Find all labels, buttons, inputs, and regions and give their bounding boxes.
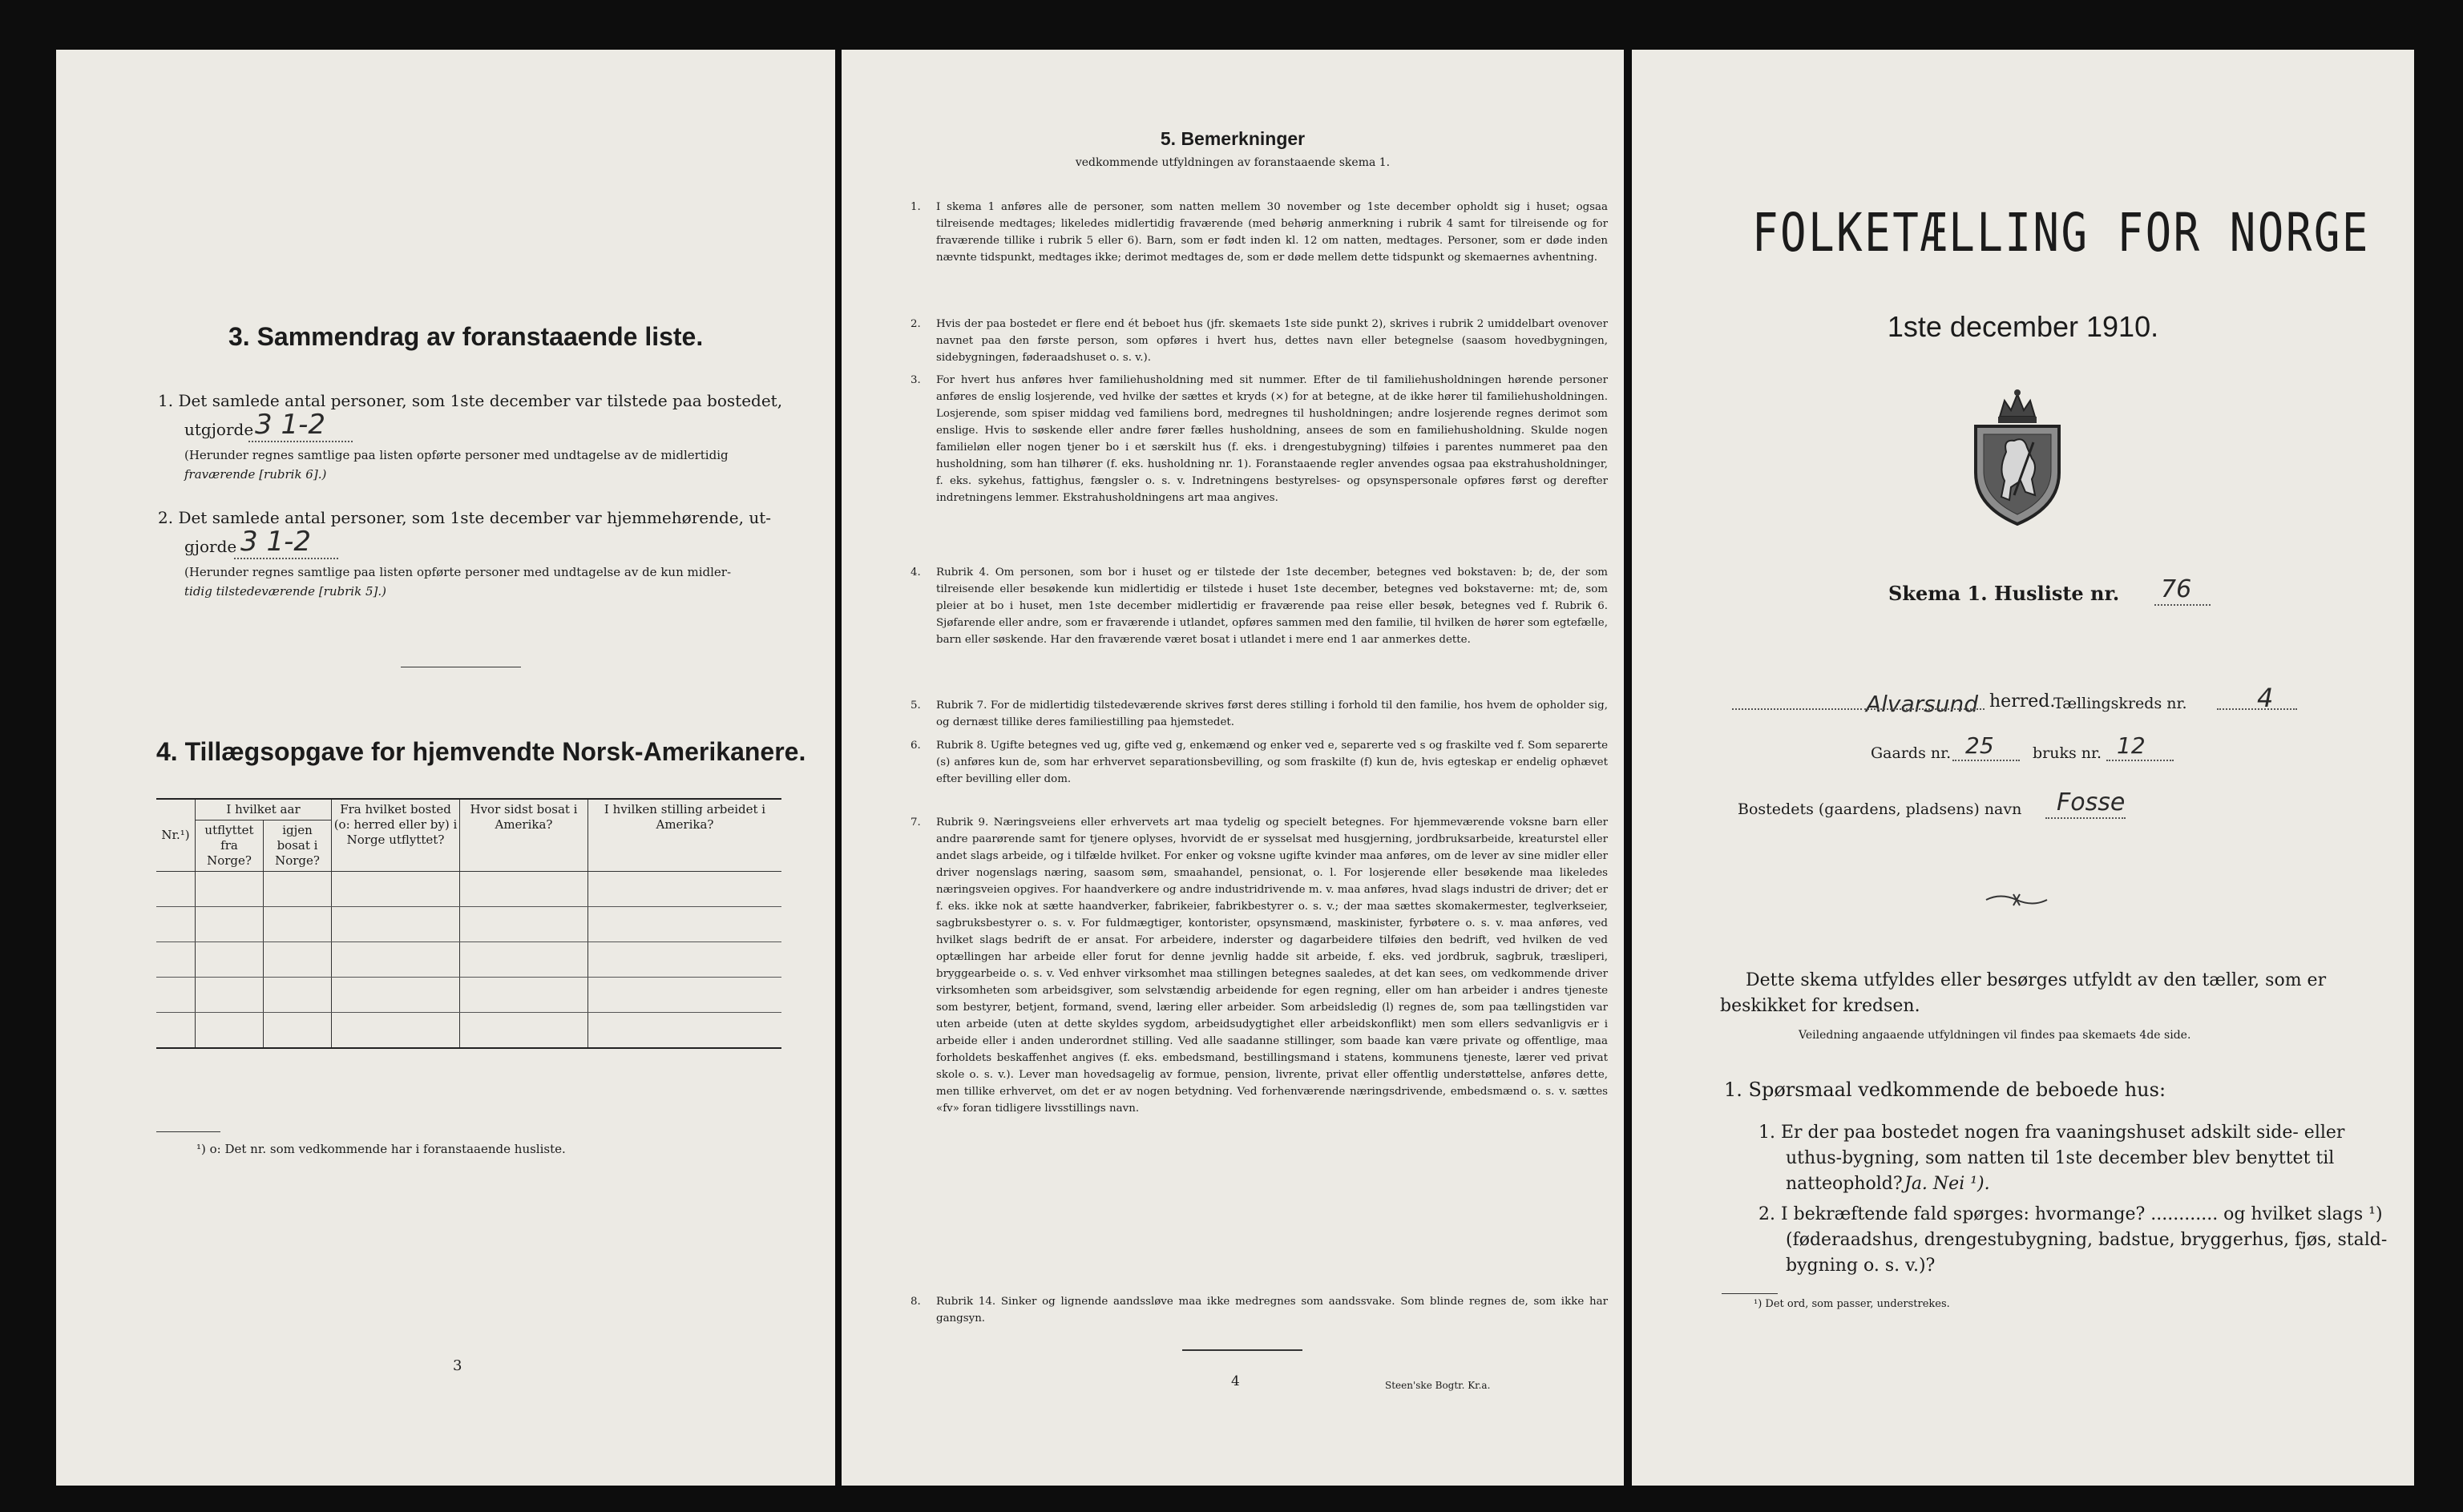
bruks-value: 12 bbox=[2117, 732, 2146, 759]
item-2-note-b: tidig tilstedeværende [rubrik 5].) bbox=[184, 584, 386, 599]
skema-label: Skema 1. Husliste nr. bbox=[1888, 582, 2120, 605]
herred-label: herred. bbox=[1989, 691, 2056, 712]
census-date: 1ste december 1910. bbox=[1887, 310, 2159, 343]
footnote-rule bbox=[156, 1131, 220, 1132]
remark-1: 1. I skema 1 anføres alle de personer, som natten mellem 30 november og 1ste december opholdt sig i huset; ogsaa tilreisende medtages; likeledes midlertidig fraværende (med behørig anmerkning i rubrik 4 samt for tilreisende og for fraværende tillike i rubrik 5 eller 6). Barn, som er født inden kl. 12 om natten, medtages. Personer, som er døde inden nævnte tidspunkt, medtages ikke; derimot medtages de, som er døde mellem dette tidspunkt og skemaernes avhentning. bbox=[911, 201, 1608, 264]
bosted-dotline bbox=[2045, 817, 2126, 819]
norsk-amerikanere-table bbox=[156, 798, 781, 1049]
page-3 bbox=[56, 50, 835, 1486]
item-2-value: 3 1-2 bbox=[240, 526, 311, 558]
footnote: ¹) Det ord, som passer, understrekes. bbox=[1754, 1298, 1950, 1310]
item-1-label: utgjorde bbox=[184, 420, 254, 439]
remarks-title: 5. Bemerkninger bbox=[1160, 128, 1306, 149]
gaards-dotline bbox=[1952, 760, 2020, 761]
table-row bbox=[156, 942, 781, 978]
husliste-nr: 76 bbox=[2161, 575, 2192, 603]
col-igjen: igjen bosat i Norge? bbox=[264, 821, 332, 872]
question-1-line-b: uthus-bygning, som natten til 1ste december blev benyttet til bbox=[1786, 1148, 2335, 1168]
question-2-line-c: bygning o. s. v.)? bbox=[1786, 1256, 1936, 1276]
remark-6: 6. Rubrik 8. Ugifte betegnes ved ug, gifte ved g, enkemænd og enker ved e, separerte ved s og fraskilte ved f. Som separerte (s) anføres kun de, som har erhvervet separationsbevilling, og som fraskilte (f) kun de, hvis egteskap er endelig ophævet efter bevilling eller dom. bbox=[911, 740, 1608, 785]
table-row bbox=[156, 872, 781, 907]
herred-dotline-left bbox=[1732, 708, 1862, 710]
coat-of-arms-icon bbox=[1964, 386, 2070, 527]
section-4-title: 4. Tillægsopgave for hjemvendte Norsk-Amerikanere. bbox=[156, 737, 806, 766]
question-2-line-b: (føderaadshus, drengestubygning, badstue, bryggerhus, fjøs, stald- bbox=[1786, 1230, 2388, 1250]
question-2-line-a: 2. I bekræftende fald spørges: hvormange? ............ og hvilket slags ¹) bbox=[1758, 1204, 2383, 1224]
veiledning-note: Veiledning angaaende utfyldningen vil findes paa skemaets 4de side. bbox=[1799, 1029, 2191, 1042]
item-2-label: gjorde bbox=[184, 537, 237, 556]
footnote-rule bbox=[1722, 1293, 1778, 1294]
instruction-line-b: beskikket for kredsen. bbox=[1720, 996, 1920, 1016]
question-1-options: Ja. Nei ¹). bbox=[1904, 1174, 1990, 1194]
remark-7: 7. Rubrik 9. Næringsveiens eller erhvervets art maa tydelig og specielt betegnes. For hjemmeværende voksne barn eller andre paarørende samt for tjenere oplyses, hvorvidt de er sysselsat med husgjerning, jordbruksarbeide, kreaturstel eller andet slags arbeide, og i tilfælde hvilket. For enker og voksne ugifte kvinder maa anføres, om de lever av sine midler eller driver nogenslags næring, saasom søm, smaahandel, pensionat, o. l. For losjerende eller besøkende maa likeledes næringsveien opgives. For haandverkere og andre industridrivende m. v. maa anføres, hvad slags industri de driver; det er f. eks. ikke nok at sætte haandverker, fabrikeier, fabrikbestyrer o. s. v.; der maa sættes skomakermester, teglverkseier, sagbruksbestyrer o. s. v. For fuldmægtiger, kontorister, opsynsmænd, maskinister, fyrbøtere o. s. v. maa anføres, ved hvilket slags bedrift de er ansat. For arbeidere, inderster og dagarbeidere tilføies den bedrift, ved hvilken de ved optællingen har arbeide eller forut for denne jevnlig hadde sit arbeide, f. eks. ved jordbruk, sagbruk, træsliperi, bryggearbeide o. s. v. Ved enhver virksomhet maa stillingen betegnes saaledes, at det kan sees, om vedkommende driver virksomheten som arbeidsgiver, som selvstændig arbeidende for egen regning, eller om han arbeider i andres tjeneste som bestyrer, betjent, formand, svend, læring eller arbeider. Som arbeidsledig (l) regnes de, som paa tællingstiden var uten arbeide (uten at dette skyldes sygdom, arbeidsudygtighet eller arbeidskonflikt) men som ellers sedvanligvis er i arbeide eller i anden underordnet stilling. Ved alle saadanne stillinger, som baade kan være private og offentlige, maa forholdets beskaffenhet angives (f. eks. embedsmand, bestillingsmand i statens, kommunens tjeneste, lærer ved privat skole o. s. v.). Lever man hovedsagelig av formue, pension, livrente, privat eller offentlig understøttelse, anføres dette, men tillike erhvervet, om det er av nogen betydning. Ved forhenværende næringsdrivende, embedsmænd o. s. v. sættes «fv» foran tidligere livsstillings navn. bbox=[911, 816, 1608, 1115]
item-1-value: 3 1-2 bbox=[255, 409, 325, 441]
remark-2: 2. Hvis der paa bostedet er flere end ét beboet hus (jfr. skemaets 1ste side punkt 2), skrives i rubrik 2 umiddelbart ovenover navnet paa den første person, som opføres i hvert hus, dettes navn eller betegnelse (saasom hovedbygningen, sidebygningen, føderaadshuset o. s. v.). bbox=[911, 318, 1608, 364]
bruks-label: bruks nr. bbox=[2033, 744, 2102, 762]
table-row bbox=[156, 978, 781, 1013]
page-4 bbox=[842, 50, 1624, 1486]
remark-8: 8. Rubrik 14. Sinker og lignende aandssløve maa ikke medregnes som aandssvake. Som blinde regnes de, som ikke har gangsyn. bbox=[911, 1296, 1608, 1325]
table-row bbox=[156, 1013, 781, 1049]
kreds-label: Tællingskreds nr. bbox=[2053, 695, 2187, 712]
kreds-dotline bbox=[2217, 708, 2297, 710]
instruction-line-a: Dette skema utfyldes eller besørges utfyldt av den tæller, som er bbox=[1746, 970, 2327, 990]
gaards-value: 25 bbox=[1965, 732, 1994, 759]
herred-value: Alvarsund bbox=[1866, 691, 1979, 717]
bosted-value: Fosse bbox=[2057, 788, 2126, 816]
remark-3: 3. For hvert hus anføres hver familiehusholdning med sit nummer. Efter de til familiehusholdningen hørende personer anføres de enslig losjerende, ved hvilke der sættes et kryds (×) for at betegne, at de ikke hører til familiehusholdningen. Losjerende, som spiser middag ved familiens bord, medregnes til husholdningen; andre losjerende regnes derimot som enslige. Hvis to søskende eller andre fører fælles husholdning, ansees de som en familiehusholdning. Skulde nogen familieløn eller nogen tjener bo i et særskilt hus (f. eks. i drengestubygning) tilføies i parentes nummeret paa den husholdning, som han tilhører (f. eks. husholdning nr. 1). Foranstaaende regler anvendes ogsaa paa ekstrahusholdninger, f. eks. sykehus, fattighus, fængsler o. s. v. Indretningens bestyrelses- og opsynspersonale opføres først og derefter indretningens lemmer. Ekstrahusholdningens art maa angives. bbox=[911, 374, 1608, 504]
item-1-dotline bbox=[248, 441, 353, 442]
bruks-dotline bbox=[2106, 760, 2174, 761]
col-group-aar: I hvilket aar bbox=[196, 799, 332, 821]
husliste-dotline bbox=[2154, 604, 2211, 606]
item-1-text: 1. Det samlede antal personer, som 1ste december var tilstede paa bostedet, bbox=[158, 391, 783, 410]
section-3-title: 3. Sammendrag av foranstaaende liste. bbox=[228, 322, 704, 351]
item-2-dotline bbox=[234, 558, 338, 559]
divider-line bbox=[1182, 1349, 1302, 1351]
form-title: FOLKETÆLLING FOR NORGE bbox=[1752, 202, 2370, 264]
remark-5: 5. Rubrik 7. For de midlertidig tilstedeværende skrives først deres stilling i forhold til den familie, hos hvem de opholder sig, og dernæst tillike deres familiestilling paa hjemstedet. bbox=[911, 700, 1608, 728]
remark-4: 4. Rubrik 4. Om personen, som bor i huset og er tilstede der 1ste december, betegnes ved bokstaven: b; de, der som tilreisende eller besøkende kun midlertidig er tilstede i huset 1ste december, betegnes ved bokstaverne: mt; de, som pleier at bo i huset, men 1ste december midlertidig er fraværende paa reise eller besøk, betegnes ved f. Rubrik 6. Sjøfarende eller andre, som er fraværende i utlandet, opføres sammen med den familie, til hvilken de hører som egtefælle, barn eller søskende. Har den fraværende været bosat i utlandet i mere end 1 aar anmerkes dette. bbox=[911, 566, 1608, 646]
gaards-label: Gaards nr. bbox=[1871, 744, 1952, 762]
item-1-note-b: fraværende [rubrik 6].) bbox=[184, 467, 327, 482]
col-stilling: I hvilken stilling arbeidet i Amerika? bbox=[588, 799, 782, 872]
col-nr: Nr.¹) bbox=[156, 799, 196, 872]
col-utflyttet: utflyttet fra Norge? bbox=[196, 821, 264, 872]
page-number: 4 bbox=[1231, 1373, 1240, 1389]
kreds-value: 4 bbox=[2257, 683, 2274, 713]
question-1-line-a: 1. Er der paa bostedet nogen fra vaaningshuset adskilt side- eller bbox=[1758, 1123, 2345, 1143]
table-row bbox=[156, 907, 781, 942]
page-1 bbox=[1632, 50, 2414, 1486]
bosted-label: Bostedets (gaardens, pladsens) navn bbox=[1738, 800, 2022, 818]
remarks-subtitle: vedkommende utfyldningen av foranstaaende skema 1. bbox=[1075, 156, 1391, 169]
col-amerika: Hvor sidst bosat i Amerika? bbox=[460, 799, 588, 872]
footnote: ¹) o: Det nr. som vedkommende har i foranstaaende husliste. bbox=[196, 1142, 566, 1156]
item-1-note-a: (Herunder regnes samtlige paa listen opførte personer med undtagelse av de midlertidig bbox=[184, 448, 729, 462]
printer-credit: Steen'ske Bogtr. Kr.a. bbox=[1385, 1380, 1491, 1391]
question-1-line-c: natteophold? bbox=[1786, 1174, 1903, 1194]
col-herred: Fra hvilket bosted (o: herred eller by) i Norge utflyttet? bbox=[332, 799, 460, 872]
page-number: 3 bbox=[453, 1357, 462, 1374]
ornament-icon bbox=[1985, 888, 2049, 912]
item-2-text: 2. Det samlede antal personer, som 1ste december var hjemmehørende, ut- bbox=[158, 508, 771, 527]
item-2-note-a: (Herunder regnes samtlige paa listen opførte personer med undtagelse av de kun midler- bbox=[184, 565, 732, 579]
herred-dotline-right bbox=[1864, 708, 1985, 710]
question-heading: 1. Spørsmaal vedkommende de beboede hus: bbox=[1724, 1079, 2166, 1101]
